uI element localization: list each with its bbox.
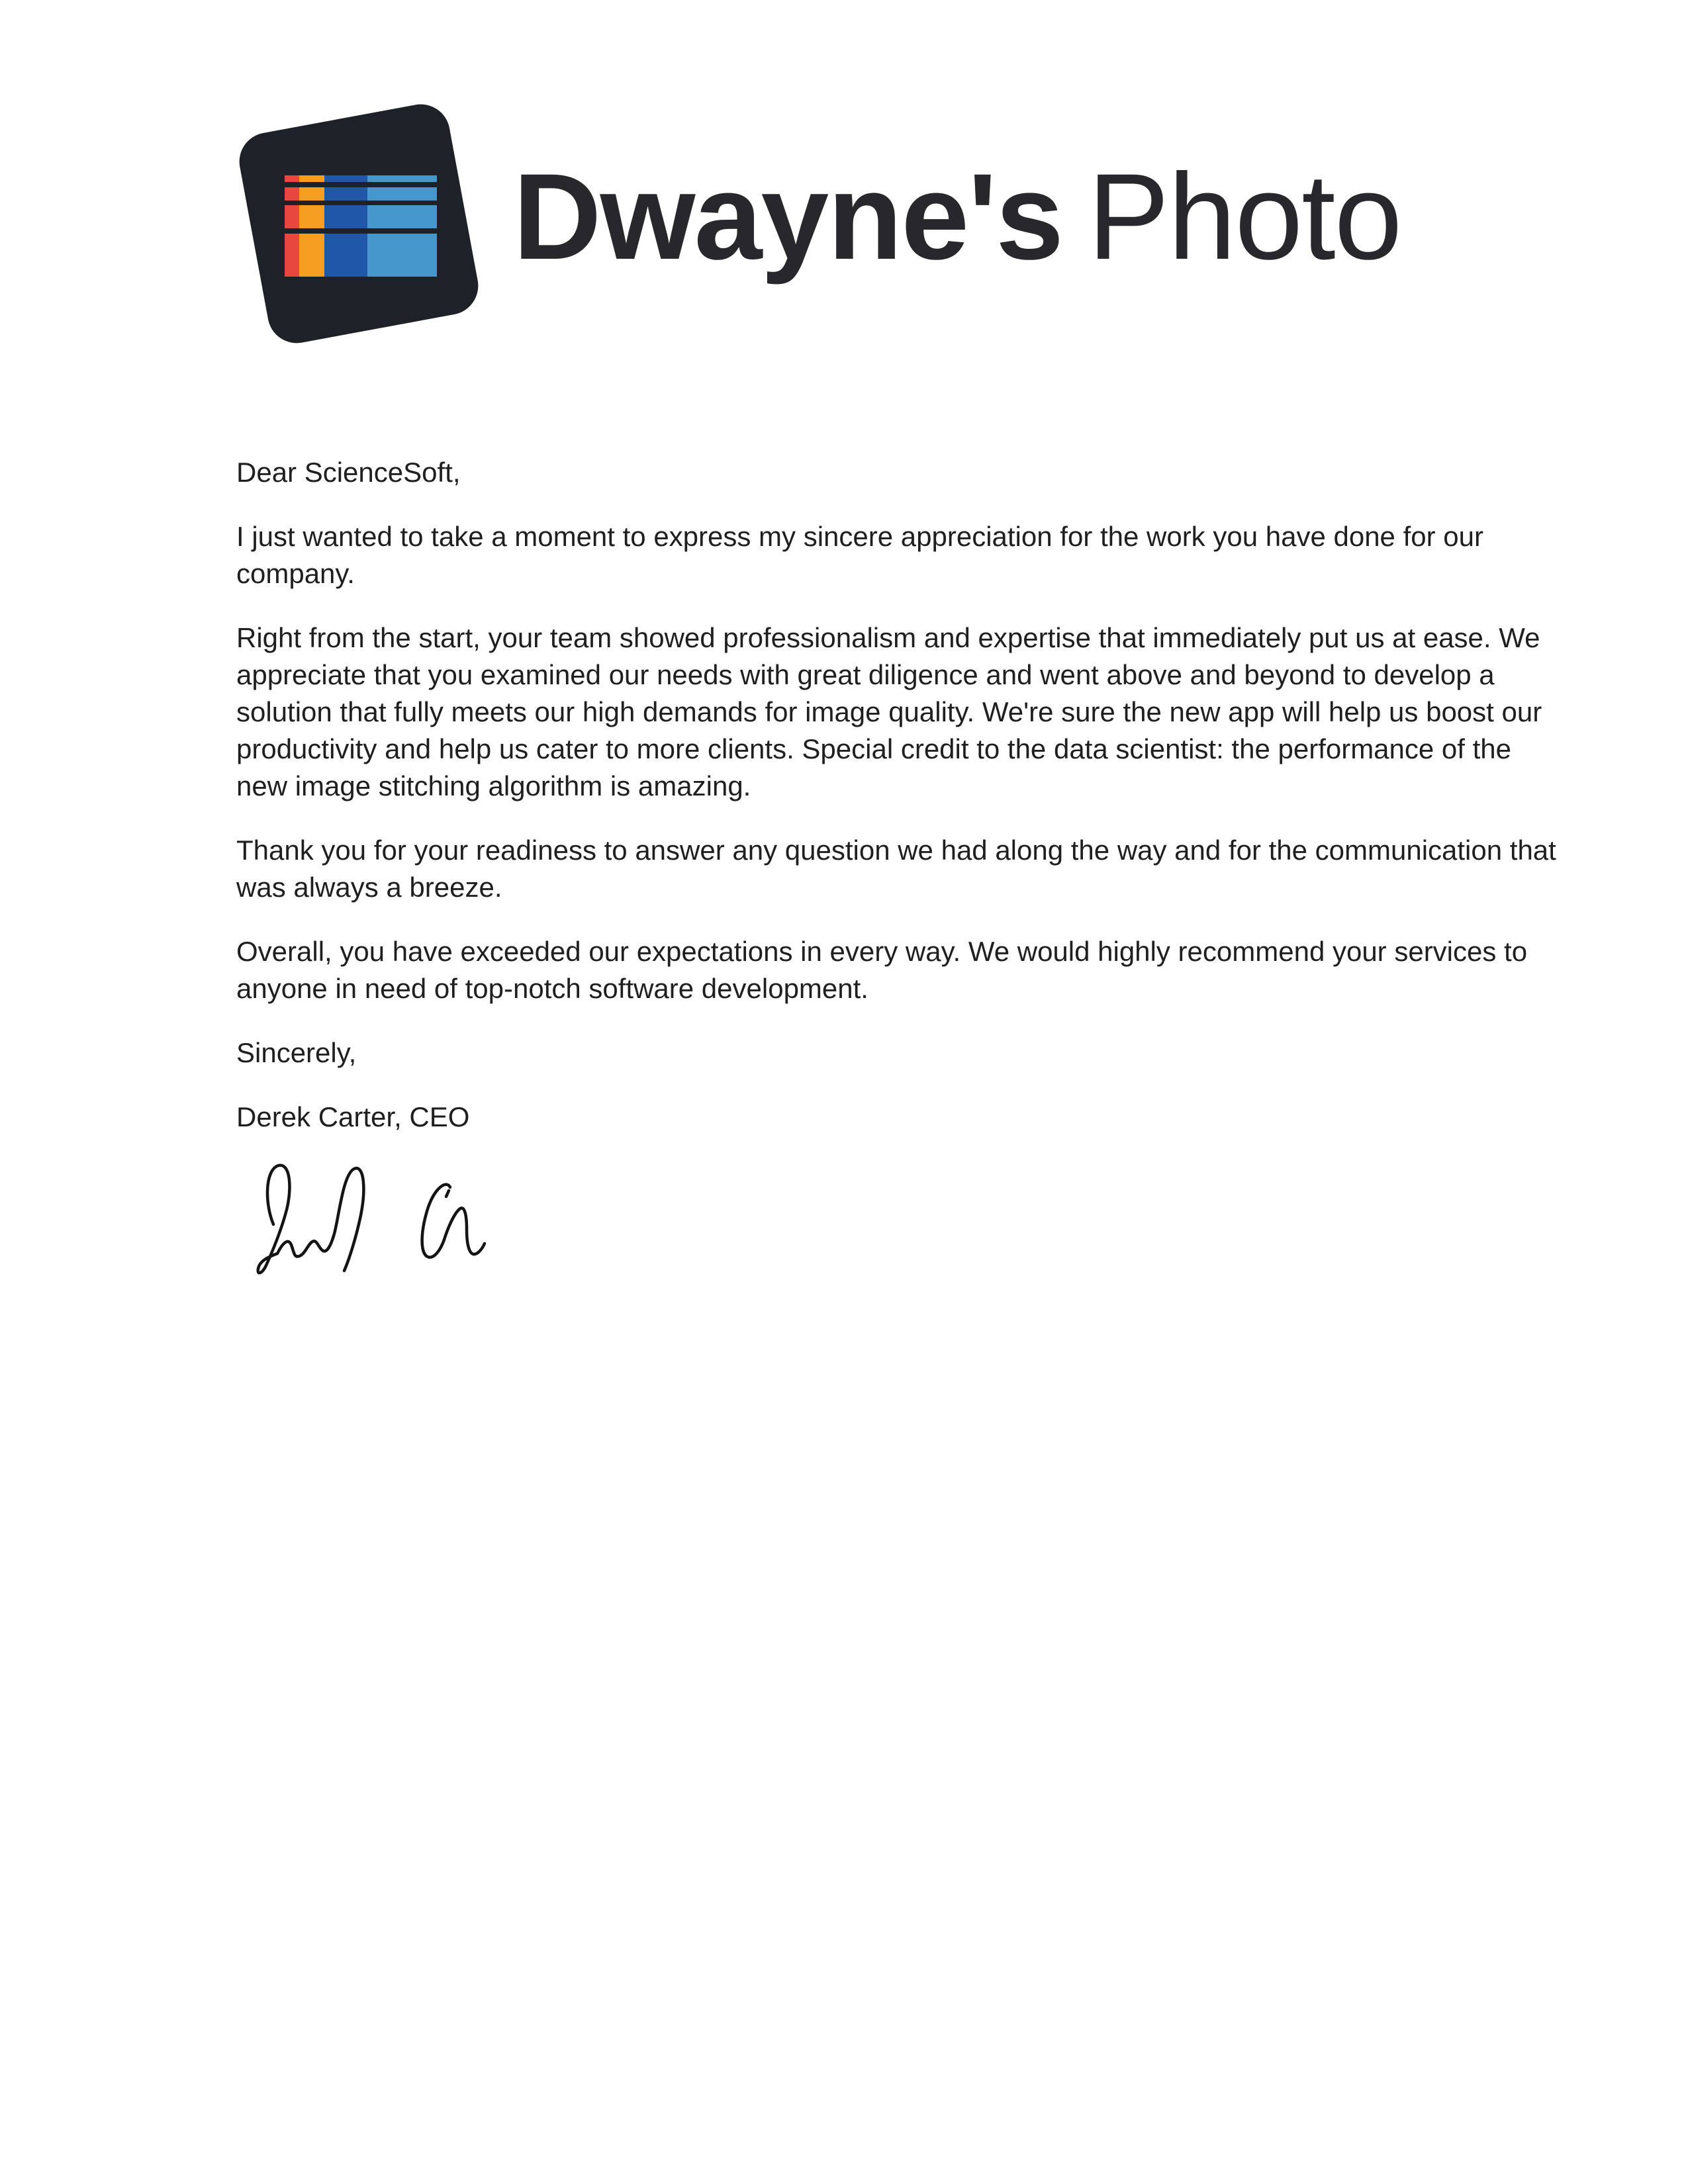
paragraph-thanks xyxy=(236,832,1556,906)
signature-stroke xyxy=(444,1208,485,1254)
salutation xyxy=(236,454,1494,491)
letter-line: anyone in need of top-notch software development. xyxy=(236,973,868,1004)
paragraph-closing xyxy=(236,933,1528,1007)
signer-name-title xyxy=(236,1099,1494,1136)
film-strip-divider xyxy=(285,228,437,234)
letter-body xyxy=(236,454,1556,1163)
letter-line: appreciate that you examined our needs with great diligence and went above and beyond to develop a xyxy=(236,659,1495,690)
letter-line: company. xyxy=(236,558,355,589)
letter-line: solution that fully meets our high demands for image quality. We're sure the new app will help us boost our xyxy=(236,696,1542,727)
valediction xyxy=(236,1034,1494,1071)
film-strip-column-orange xyxy=(299,175,324,277)
signature-stroke xyxy=(446,1191,449,1197)
paragraph-main xyxy=(236,619,1542,805)
letter-line: productivity and help us cater to more clients. Special credit to the data scientist: the performance of the xyxy=(236,733,1512,764)
letter-line: Derek Carter, CEO xyxy=(236,1101,470,1132)
letter-line: Sincerely, xyxy=(236,1037,357,1068)
logo-text-photo: Photo xyxy=(1088,148,1401,285)
logo-wordmark xyxy=(513,148,1401,288)
letter-line: Dear ScienceSoft, xyxy=(236,457,461,488)
film-strip-column-red xyxy=(285,175,299,277)
paragraph-intro xyxy=(236,518,1494,592)
letter-line: was always a breeze. xyxy=(236,872,502,903)
film-strip-column-lightblue xyxy=(367,175,437,277)
signature-strokes xyxy=(258,1165,485,1273)
signature-stroke xyxy=(258,1165,290,1273)
logo-text-dwaynes: Dwayne's xyxy=(513,148,1063,285)
company-logo xyxy=(232,86,1401,357)
film-strip-divider xyxy=(285,182,437,187)
letter-line: I just wanted to take a moment to express my sincere appreciation for the work you have done for our xyxy=(236,521,1483,552)
derek-carter-signature-image xyxy=(254,1160,515,1277)
letter-line: Right from the start, your team showed professionalism and expertise that immediately put us at ease. We xyxy=(236,622,1540,653)
letter-line: Overall, you have exceeded our expectations in every way. We would highly recommend your services to xyxy=(236,936,1528,967)
film-strip-column-darkblue xyxy=(324,175,367,277)
letter-line: new image stitching algorithm is amazing. xyxy=(236,770,751,801)
letter-line: Thank you for your readiness to answer any question we had along the way and for the communication that xyxy=(236,835,1556,866)
film-strip-divider xyxy=(285,201,437,205)
dwaynes-photo-logo-icon xyxy=(232,86,496,357)
